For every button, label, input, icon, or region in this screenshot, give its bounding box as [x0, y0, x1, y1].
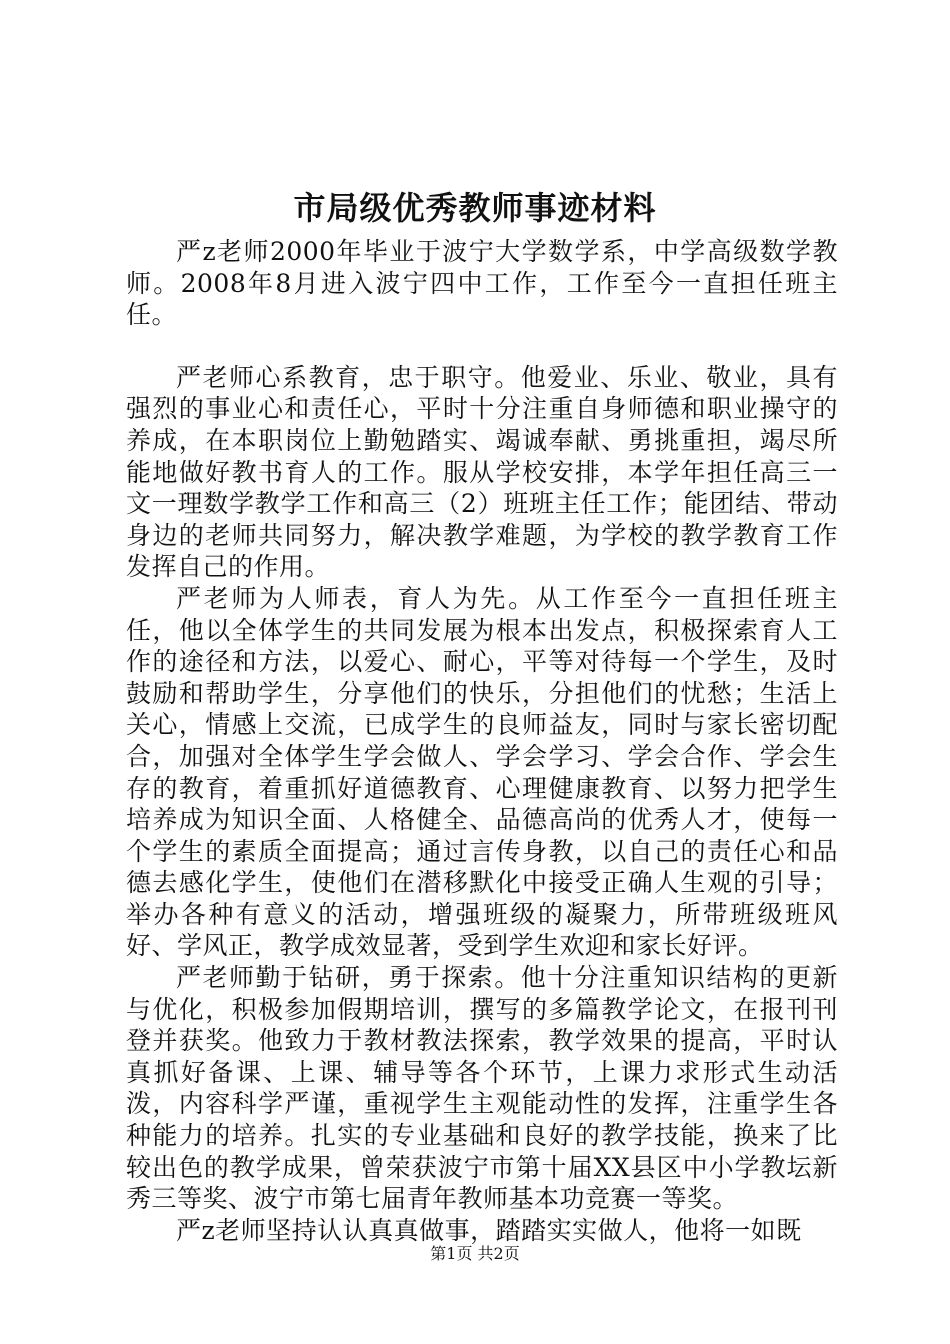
paragraph-research: 严老师勤于钻研，勇于探索。他十分注重知识结构的更新与优化，积极参加假期培训，撰写的多篇教学论文，在报刊刊登并获奖。他致力于教材教法探索，教学效果的提高，平时认真抓好备课、上课、辅导等各个环节，上课力求形式生动活泼，内容科学严谨，重视学生主观能动性的发挥，注重学生各种能力的培养。扎实的专业基础和良好的教学技能，换来了比较出色的教学成果，曾荣获波宁市第十届XX县区中小学教坛新秀三等奖、波宁市第七届青年教师基本功竞赛一等奖。 — [126, 963, 838, 1214]
document-body — [126, 236, 838, 1246]
paragraph-conclusion: 严z老师坚持认认真真做事，踏踏实实做人，他将一如既 — [176, 1215, 802, 1245]
paragraph-intro: 严z老师2000年毕业于波宁大学数学系，中学高级数学教师。2008年8月进入波宁四中工作，工作至今一直担任班主任。 — [126, 237, 838, 330]
page-number-footer: 第1页 共2页 — [430, 1244, 520, 1263]
paragraph-role-model: 严老师为人师表，育人为先。从工作至今一直担任班主任，他以全体学生的共同发展为根本出发点，积极探索育人工作的途径和方法，以爱心、耐心，平等对待每一个学生，及时鼓励和帮助学生，分享他们的快乐，分担他们的忧愁；生活上关心，情感上交流，已成学生的良师益友，同时与家长密切配合，加强对全体学生学会做人、学会学习、学会合作、学会生存的教育，着重抓好道德教育、心理健康教育、以努力把学生培养成为知识全面、人格健全、品德高尚的优秀人才，使每一个学生的素质全面提高；通过言传身教，以自己的责任心和品德去感化学生，使他们在潜移默化中接受正确人生观的引导；举办各种有意义的活动，增强班级的凝聚力，所带班级班风好、学风正，教学成效显著，受到学生欢迎和家长好评。 — [126, 583, 838, 961]
paragraph-dedication: 严老师心系教育，忠于职守。他爱业、乐业、敬业，具有强烈的事业心和责任心，平时十分注重自身师德和职业操守的养成，在本职岗位上勤勉踏实、竭诚奉献、勇挑重担，竭尽所能地做好教书育人的工作。服从学校安排，本学年担任高三一文一理数学教学工作和高三（2）班班主任工作；能团结、带动身边的老师共同努力，解决教学难题，为学校的教学教育工作发挥自己的作用。 — [126, 362, 838, 582]
document-title: 市局级优秀教师事迹材料 — [293, 189, 657, 227]
